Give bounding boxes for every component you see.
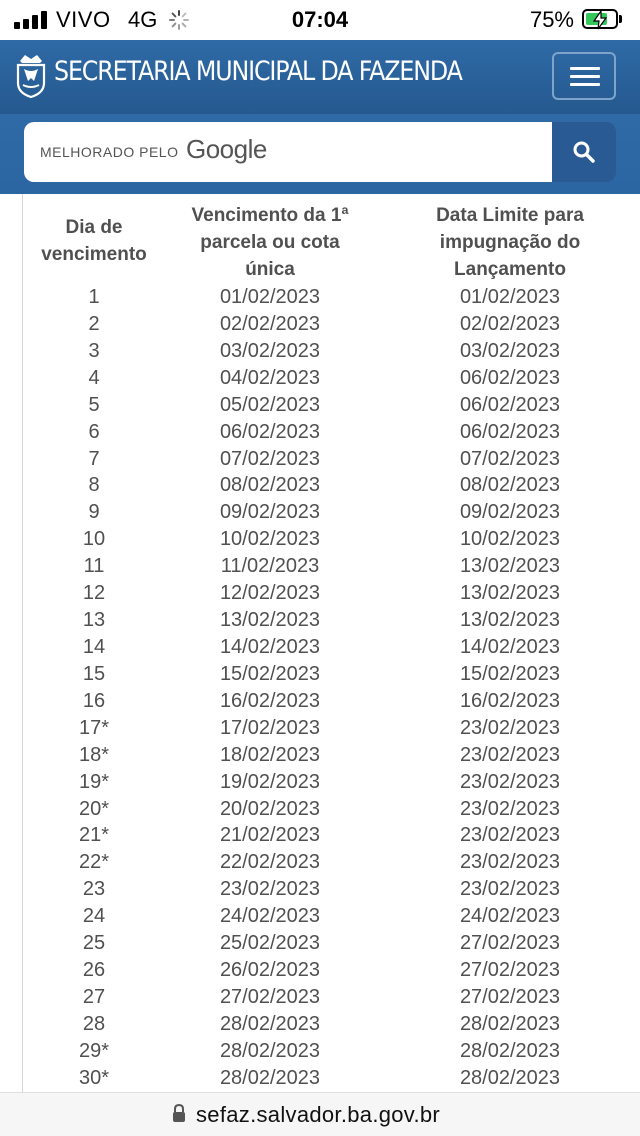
table-row bbox=[0, 1011, 640, 1038]
cell-vencimento: 01/02/2023 bbox=[219, 286, 321, 308]
cell-dia: 27 bbox=[82, 985, 106, 1008]
cell-vencimento: 05/02/2023 bbox=[219, 393, 321, 416]
cell-dia: 4 bbox=[88, 366, 100, 389]
cell-vencimento: 08/02/2023 bbox=[219, 474, 321, 497]
cell-vencimento: 06/02/2023 bbox=[219, 420, 321, 443]
network-type: 4G bbox=[128, 7, 158, 32]
cell-data-limite: 13/02/2023 bbox=[459, 582, 561, 605]
search-input[interactable] bbox=[24, 122, 552, 182]
table-row bbox=[0, 715, 640, 742]
table-row bbox=[0, 634, 640, 661]
table-row bbox=[0, 876, 640, 903]
cell-vencimento: 11/02/2023 bbox=[220, 555, 320, 578]
header-data-limite-impugnacao: Data Limite para impugnação do Lançamento bbox=[436, 205, 584, 280]
cell-dia: 28 bbox=[82, 1012, 106, 1035]
cell-vencimento: 28/02/2023 bbox=[219, 1066, 321, 1089]
table-row bbox=[0, 1038, 640, 1065]
cell-data-limite: 27/02/2023 bbox=[459, 959, 561, 982]
cell-data-limite: 23/02/2023 bbox=[459, 878, 561, 901]
table-row bbox=[0, 338, 640, 365]
cell-data-limite: 27/02/2023 bbox=[459, 985, 561, 1008]
cell-vencimento: 28/02/2023 bbox=[219, 1039, 321, 1062]
cell-vencimento: 18/02/2023 bbox=[219, 743, 321, 766]
table-row bbox=[0, 1065, 640, 1092]
cell-dia: 23 bbox=[82, 878, 106, 901]
cell-dia: 17* bbox=[78, 716, 110, 739]
cell-vencimento: 26/02/2023 bbox=[219, 959, 321, 982]
table-row bbox=[0, 903, 640, 930]
table-row bbox=[0, 365, 640, 392]
cell-vencimento: 02/02/2023 bbox=[219, 312, 321, 335]
hamburger-menu-icon bbox=[570, 67, 600, 70]
cell-dia: 16 bbox=[82, 689, 106, 712]
cell-dia: 11 bbox=[83, 555, 105, 578]
clock-time: 07:04 bbox=[291, 7, 349, 32]
table-row bbox=[0, 930, 640, 957]
table-row bbox=[0, 688, 640, 715]
cell-vencimento: 15/02/2023 bbox=[219, 662, 321, 685]
carrier-name: VIVO bbox=[56, 7, 111, 32]
battery-cap bbox=[619, 15, 622, 23]
cell-data-limite: 10/02/2023 bbox=[459, 528, 561, 551]
table-row bbox=[0, 472, 640, 499]
due-dates-table bbox=[0, 194, 640, 1092]
cell-vencimento: 20/02/2023 bbox=[219, 797, 321, 820]
table-row bbox=[0, 311, 640, 338]
search-powered-by: MELHORADO PELO bbox=[40, 144, 179, 160]
table-row bbox=[0, 392, 640, 419]
table-row bbox=[0, 984, 640, 1011]
table-row bbox=[0, 742, 640, 769]
header-vencimento-primeira-parcela: Vencimento da 1ª parcela ou cota única bbox=[191, 205, 349, 280]
cell-dia: 26 bbox=[82, 959, 106, 982]
cell-dia: 7 bbox=[88, 447, 100, 470]
table-row bbox=[0, 769, 640, 796]
table-row bbox=[0, 661, 640, 688]
cell-dia: 6 bbox=[88, 420, 100, 443]
table-row bbox=[0, 957, 640, 984]
table-row bbox=[0, 419, 640, 446]
cell-dia: 3 bbox=[88, 339, 100, 362]
cell-dia: 13 bbox=[82, 609, 106, 632]
search-band bbox=[0, 114, 640, 194]
cell-vencimento: 21/02/2023 bbox=[219, 824, 321, 847]
cell-dia: 21* bbox=[78, 824, 110, 847]
status-bar bbox=[0, 0, 640, 40]
cell-vencimento: 03/02/2023 bbox=[219, 339, 321, 362]
cell-dia: 5 bbox=[88, 393, 100, 416]
cell-dia: 25 bbox=[82, 932, 106, 955]
cell-data-limite: 06/02/2023 bbox=[459, 366, 561, 389]
cell-vencimento: 12/02/2023 bbox=[219, 582, 321, 605]
cell-data-limite: 28/02/2023 bbox=[459, 1066, 561, 1089]
cell-data-limite: 23/02/2023 bbox=[459, 743, 561, 766]
battery-icon bbox=[582, 9, 618, 29]
search-icon bbox=[572, 140, 596, 164]
cell-data-limite: 24/02/2023 bbox=[459, 905, 561, 928]
cell-dia: 15 bbox=[82, 662, 106, 685]
cell-data-limite: 13/02/2023 bbox=[459, 555, 561, 578]
cell-vencimento: 16/02/2023 bbox=[219, 689, 321, 712]
cell-dia: 29* bbox=[78, 1039, 110, 1062]
cell-dia: 8 bbox=[88, 474, 100, 497]
table-row bbox=[0, 526, 640, 553]
table-row bbox=[0, 849, 640, 876]
hamburger-menu-button[interactable] bbox=[552, 52, 616, 100]
cell-vencimento: 14/02/2023 bbox=[219, 635, 321, 658]
site-header bbox=[0, 40, 640, 114]
cell-dia: 20* bbox=[78, 797, 110, 820]
cell-data-limite: 03/02/2023 bbox=[459, 339, 561, 362]
cell-data-limite: 14/02/2023 bbox=[459, 635, 561, 658]
cell-vencimento: 19/02/2023 bbox=[219, 770, 321, 793]
cell-data-limite: 06/02/2023 bbox=[459, 393, 561, 416]
cell-vencimento: 04/02/2023 bbox=[219, 366, 321, 389]
table-row bbox=[0, 822, 640, 849]
table-row bbox=[0, 580, 640, 607]
city-emblem-icon[interactable] bbox=[14, 51, 48, 99]
cell-data-limite: 09/02/2023 bbox=[459, 501, 561, 524]
cell-dia: 30* bbox=[78, 1066, 110, 1089]
cell-vencimento: 17/02/2023 bbox=[219, 716, 321, 739]
cell-dia: 24 bbox=[82, 905, 106, 928]
cell-dia: 2 bbox=[88, 312, 100, 335]
cell-data-limite: 06/02/2023 bbox=[459, 420, 561, 443]
cell-dia: 22* bbox=[78, 851, 110, 874]
charging-bolt-icon bbox=[592, 10, 608, 30]
cell-data-limite: 16/02/2023 bbox=[459, 689, 561, 712]
cell-vencimento: 28/02/2023 bbox=[219, 1012, 321, 1035]
cell-data-limite: 23/02/2023 bbox=[459, 824, 561, 847]
cell-vencimento: 10/02/2023 bbox=[219, 528, 321, 551]
cell-data-limite: 27/02/2023 bbox=[459, 932, 561, 955]
cell-dia: 1 bbox=[88, 286, 100, 308]
cell-vencimento: 24/02/2023 bbox=[219, 905, 321, 928]
cell-data-limite: 28/02/2023 bbox=[459, 1039, 561, 1062]
cell-data-limite: 23/02/2023 bbox=[459, 797, 561, 820]
cell-data-limite: 08/02/2023 bbox=[459, 474, 561, 497]
cell-data-limite: 15/02/2023 bbox=[459, 662, 561, 685]
cell-data-limite: 23/02/2023 bbox=[459, 851, 561, 874]
cell-data-limite: 02/02/2023 bbox=[459, 312, 561, 335]
table-row bbox=[0, 284, 640, 311]
cell-dia: 14 bbox=[82, 635, 106, 658]
battery-percent: 75% bbox=[529, 7, 574, 32]
search-button[interactable] bbox=[552, 122, 616, 182]
cell-data-limite: 07/02/2023 bbox=[459, 447, 561, 470]
table-body bbox=[0, 284, 640, 1092]
cell-dia: 10 bbox=[82, 528, 106, 551]
table-row bbox=[0, 607, 640, 634]
cell-vencimento: 13/02/2023 bbox=[219, 609, 321, 632]
cell-data-limite: 28/02/2023 bbox=[459, 1012, 561, 1035]
cell-dia: 18* bbox=[78, 743, 110, 766]
cell-dia: 9 bbox=[88, 501, 100, 524]
browser-url-bar[interactable] bbox=[0, 1092, 640, 1136]
header-dia-de-vencimento: Dia de vencimento bbox=[41, 217, 147, 265]
cell-data-limite: 23/02/2023 bbox=[459, 716, 561, 739]
cell-data-limite: 23/02/2023 bbox=[459, 770, 561, 793]
cell-vencimento: 22/02/2023 bbox=[219, 851, 321, 874]
url-text: sefaz.salvador.ba.gov.br bbox=[196, 1102, 441, 1127]
table-row bbox=[0, 446, 640, 473]
google-brand: Google bbox=[186, 134, 267, 164]
cell-dia: 12 bbox=[82, 582, 106, 605]
cell-data-limite: 13/02/2023 bbox=[459, 609, 561, 632]
cell-vencimento: 25/02/2023 bbox=[219, 932, 321, 955]
cell-data-limite: 01/02/2023 bbox=[459, 286, 561, 308]
site-title[interactable]: SECRETARIA MUNICIPAL DA FAZENDA bbox=[54, 56, 462, 87]
cell-vencimento: 27/02/2023 bbox=[219, 985, 321, 1008]
cell-dia: 19* bbox=[78, 770, 110, 793]
table-row bbox=[0, 796, 640, 823]
table-row bbox=[0, 499, 640, 526]
cell-vencimento: 23/02/2023 bbox=[219, 878, 321, 901]
cell-vencimento: 07/02/2023 bbox=[219, 447, 321, 470]
cell-vencimento: 09/02/2023 bbox=[219, 501, 321, 524]
lock-icon bbox=[172, 1103, 186, 1123]
table-row bbox=[0, 553, 640, 580]
